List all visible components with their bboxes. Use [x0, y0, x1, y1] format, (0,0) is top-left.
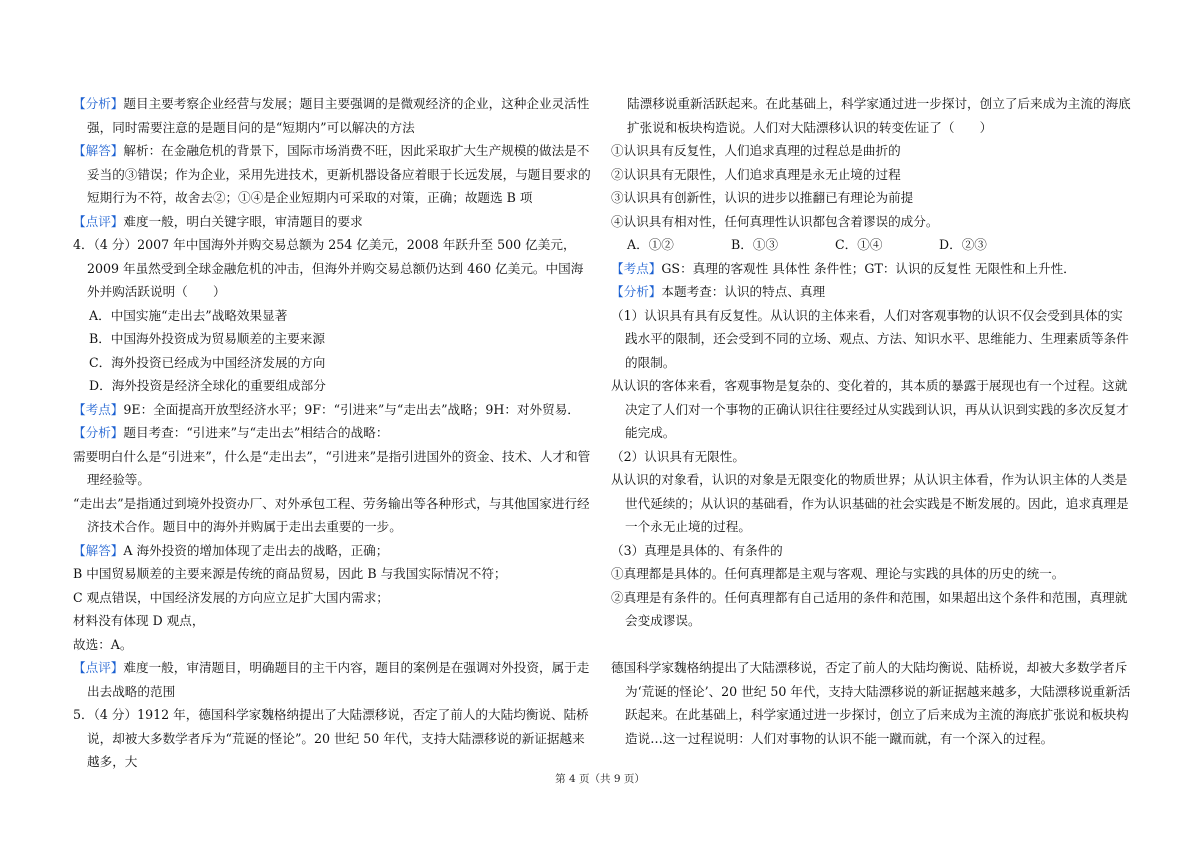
q4-point	[73, 398, 593, 422]
q5-para-7: ②真理是有条件的。任何真理都有自己适用的条件和范围，如果超出这个条件和范围，真理就会变成谬误。	[611, 589, 1128, 628]
comment-tag: 【点评】	[73, 660, 124, 675]
q5-stem: 5．（4 分）1912 年，德国科学家魏格纳提出了大陆漂移说，否定了前人的大陆均衡说、陆桥说，却被大多数学者斥为“荒诞的怪论”。20 世纪 50 年代，支持大陆漂移说的新证据越来越多，大	[73, 707, 589, 769]
q5-point	[611, 257, 1131, 281]
q4-answer	[73, 539, 593, 563]
q4-answer-line-c: C 观点错误，中国经济发展的方向应立足扩大国内需求；	[73, 589, 389, 605]
q5-para-1: （1）认识具有具有反复性。从认识的主体来看，人们对客观事物的认识不仅会受到具体的实践水平的限制，还会受到不同的立场、观点、方法、知识水平、思维能力、生理素质等条件的限制。	[611, 307, 1129, 370]
q5-statement-2: ②认识具有无限性，人们追求真理是永无止境的过程	[611, 166, 901, 182]
q5-para-2: 从认识的客体来看，客观事物是复杂的、变化着的，其本质的暴露于展现也有一个过程。这就决定了人们对一个事物的正确认识往往要经过从实践到认识，再从认识到实践的多次反复才能完成。	[611, 378, 1129, 440]
q3-answer-text: 解析：在金融危机的背景下，国际市场消费不旺，因此采取扩大生产规模的做法是不妥当的③错误；作为企业，采用先进技术，更新机器设备应着眼于长远发展，与题目要求的短期行为不符，故舍去②；①④是企业短期内可采取的对策，正确；故题选 B 项	[87, 143, 591, 205]
q3-comment-text: 难度一般，明白关键字眼，审清题目的要求	[123, 213, 363, 229]
point-tag: 【考点】	[611, 260, 662, 276]
right-column	[611, 92, 1131, 750]
q4-answer-choice: 故选：A。	[73, 636, 133, 652]
q5-point-text: GS：真理的客观性 具体性 条件性；GT：认识的反复性 无限性和上升性．	[661, 260, 1076, 276]
left-column	[73, 92, 593, 774]
analysis-tag: 【分析】	[611, 284, 662, 299]
q3-analysis-text: 题目主要考察企业经营与发展；题目主要强调的是微观经济的企业，这种企业灵活性强，同时需要注意的是题目问的是“短期内”可以解决的方法	[87, 96, 590, 135]
answer-tag: 【解答】	[73, 542, 124, 558]
q5-statement-4: ④认识具有相对性，任何真理性认识都包含着谬误的成分。	[611, 213, 939, 229]
q4-analysis-p2: 需要明白什么是“引进来”，什么是“走出去”，“引进来”是指引进国外的资金、技术、人才和管理经验等。	[73, 448, 591, 487]
q5-para-5: （3）真理是具体的、有条件的	[611, 542, 783, 558]
q4-analysis-text: 题目考查：“引进来”与“走出去”相结合的战略：	[123, 425, 389, 440]
q5-analysis-text: 本题考查：认识的特点、真理	[661, 284, 826, 299]
q3-analysis	[73, 92, 593, 139]
q5-analysis	[611, 280, 1131, 304]
q4-comment	[73, 656, 593, 703]
q5-options	[611, 233, 1131, 257]
q5-option-c: C．①④	[835, 237, 883, 252]
q3-answer	[73, 139, 593, 210]
answer-tag: 【解答】	[73, 143, 124, 158]
q5-para-4: 从认识的对象看，认识的对象是无限变化的物质世界；从认识主体看，作为认识主体的人类是世代延续的；从认识的基础看，作为认识基础的社会实践是不断发展的。因此，追求真理是一个永无止境的过程。	[611, 472, 1129, 534]
q5-para-6: ①真理都是具体的。任何真理都是主观与客观、理论与实践的具体的历史的统一。	[611, 566, 1065, 581]
q4-analysis	[73, 421, 593, 445]
page-footer: 第 4 页（共 9 页）	[555, 773, 645, 785]
q5-option-a: A．①②	[627, 237, 674, 252]
comment-tag: 【点评】	[73, 213, 124, 229]
q4-option-b: B．中国海外投资成为贸易顺差的主要来源	[89, 331, 325, 346]
analysis-tag: 【分析】	[73, 425, 124, 440]
q4-point-text: 9E：全面提高开放型经济水平；9F：“引进来”与“走出去”战略；9H：对外贸易．	[123, 401, 580, 417]
q5-para-8: 德国科学家魏格纳提出了大陆漂移说，否定了前人的大陆均衡说、陆桥说，却被大多数学者斥为‘荒诞的怪论’、20 世纪 50 年代，支持大陆漂移说的新证据越来越多，大陆漂移说重新活跃起来。在此基础上，科学家通过进一步探讨，创立了后来成为主流的海底扩张说和板块构造说…这一过程说明：人们对事物的认识不能一蹴而就，有一个深入的过程。	[611, 660, 1131, 746]
q4-answer-line-d: 材料没有体现 D 观点，	[73, 613, 205, 628]
q5-option-d: D．②③	[939, 237, 987, 252]
q3-comment	[73, 210, 593, 234]
q5-statement-3: ③认识具有创新性，认识的进步以推翻已有理论为前提	[611, 190, 914, 205]
q4-analysis-p3: “走出去”是指通过到境外投资办厂、对外承包工程、劳务输出等各种形式，与其他国家进行经济技术合作。题目中的海外并购属于走出去重要的一步。	[73, 495, 590, 534]
q4-answer-line-b: B 中国贸易顺差的主要来源是传统的商品贸易，因此 B 与我国实际情况不符；	[73, 566, 507, 581]
q5-para-3: （2）认识具有无限性。	[611, 448, 745, 464]
paragraph-gap	[611, 633, 1131, 657]
q4-answer-text: A 海外投资的增加体现了走出去的战略，正确；	[123, 542, 389, 558]
q5-statement-1: ①认识具有反复性，人们追求真理的过程总是曲折的	[611, 143, 901, 158]
q5-option-b: B．①③	[731, 237, 779, 252]
q4-stem: 4．（4 分）2007 年中国海外并购交易总额为 254 亿美元，2008 年跃升至 500 亿美元，2009 年虽然受到全球金融危机的冲击，但海外并购交易总额仍达到 460 亿美元。中国海外并购活跃说明（ ）	[73, 237, 584, 299]
analysis-tag: 【分析】	[73, 96, 124, 111]
q4-option-c: C．海外投资已经成为中国经济发展的方向	[89, 354, 326, 370]
q5-stem-continued: 陆漂移说重新活跃起来。在此基础上，科学家通过进一步探讨，创立了后来成为主流的海底扩张说和板块构造说。人们对大陆漂移认识的转变佐证了（ ）	[627, 96, 1131, 135]
q4-option-d: D．海外投资是经济全球化的重要组成部分	[89, 378, 326, 393]
point-tag: 【考点】	[73, 401, 124, 417]
q4-option-a: A．中国实施“走出去”战略效果显著	[89, 307, 288, 323]
q4-comment-text: 难度一般，审清题目，明确题目的主干内容，题目的案例是在强调对外投资，属于走出去战略的范围	[87, 660, 590, 699]
